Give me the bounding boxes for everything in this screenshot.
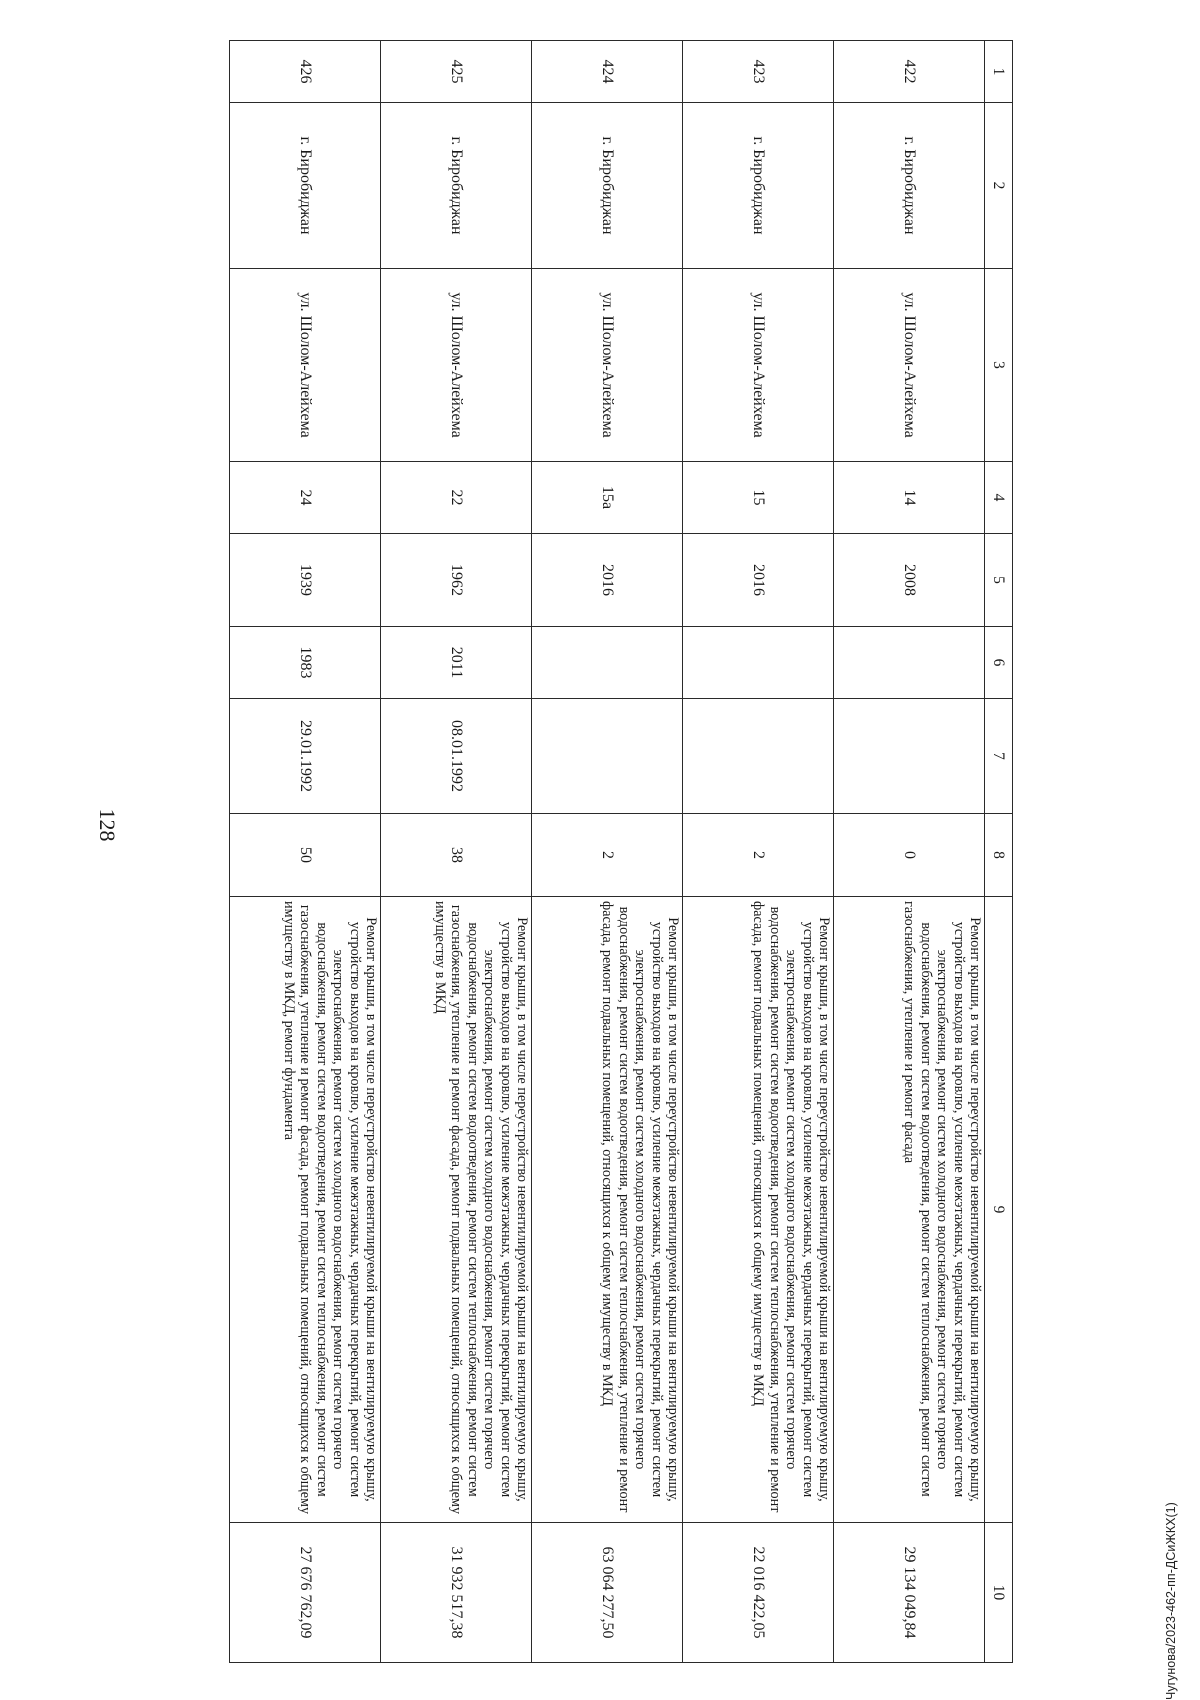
house-cell: 14 [834, 462, 985, 534]
house-cell: 22 [381, 462, 532, 534]
year-built-cell: 2016 [532, 534, 683, 627]
col7-cell [532, 699, 683, 814]
col6-cell: 1983 [230, 627, 381, 699]
year-built-cell: 2016 [683, 534, 834, 627]
cost-cell: 27 676 762,09 [230, 1523, 381, 1663]
table-row [532, 41, 683, 1663]
cost-cell: 31 932 517,38 [381, 1523, 532, 1663]
works-cell: Ремонт крыши, в том числе переустройство невентилируемой крыши на вентилируемую крышу, устройство выходов на кровлю, усиление межэтажных, чердачных перекрытий, ремонт систем электроснабжения, ремонт систем холодного водоснабжения, ремонт систем горячего водоснабжения, ремонт систем водоотведения, ремонт систем теплоснабжения, ремонт систем газоснабжения, утепление и ремонт фасада, ремонт подвальных помещений, относящихся к общему имуществу в МКД, ремонт фундамента [230, 897, 381, 1523]
col6-cell: 2011 [381, 627, 532, 699]
row-number: 425 [381, 41, 532, 103]
house-cell: 24 [230, 462, 381, 534]
street-cell: ул. Шолом-Алейхема [683, 269, 834, 462]
year-built-cell: 1939 [230, 534, 381, 627]
row-number: 423 [683, 41, 834, 103]
table-row [230, 41, 381, 1663]
house-cell: 15а [532, 462, 683, 534]
works-cell: Ремонт крыши, в том числе переустройство невентилируемой крыши на вентилируемую крышу, устройство выходов на кровлю, усиление межэтажных, чердачных перекрытий, ремонт систем электроснабжения, ремонт систем холодного водоснабжения, ремонт систем горячего водоснабжения, ремонт систем водоотведения, ремонт систем теплоснабжения, утепление и ремонт фасада, ремонт подвальных помещений, относящихся к общему имуществу в МКД [683, 897, 834, 1523]
col6-cell [834, 627, 985, 699]
cost-cell: 63 064 277,50 [532, 1523, 683, 1663]
row-number: 426 [230, 41, 381, 103]
col6-cell [532, 627, 683, 699]
col7-cell: 08.01.1992 [381, 699, 532, 814]
cost-cell: 22 016 422,05 [683, 1523, 834, 1663]
col8-cell: 50 [230, 814, 381, 897]
column-number: 9 [985, 897, 1013, 1523]
column-number: 10 [985, 1523, 1013, 1663]
col7-cell: 29.01.1992 [230, 699, 381, 814]
column-number: 7 [985, 699, 1013, 814]
city-cell: г. Биробиджан [532, 103, 683, 269]
column-number: 8 [985, 814, 1013, 897]
works-cell: Ремонт крыши, в том числе переустройство невентилируемой крыши на вентилируемую крышу, устройство выходов на кровлю, усиление межэтажных, чердачных перекрытий, ремонт систем электроснабжения, ремонт систем холодного водоснабжения, ремонт систем горячего водоснабжения, ремонт систем водоотведения, ремонт систем теплоснабжения, ремонт систем газоснабжения, утепление и ремонт фасада [834, 897, 985, 1523]
house-cell: 15 [683, 462, 834, 534]
street-cell: ул. Шолом-Алейхема [230, 269, 381, 462]
year-built-cell: 1962 [381, 534, 532, 627]
document-reference: Чугунова/2023-462-пп-ДСиЖКХ(1) [1164, 1502, 1178, 1700]
col6-cell [683, 627, 834, 699]
table-row [834, 41, 985, 1663]
table-row [381, 41, 532, 1663]
column-number: 3 [985, 269, 1013, 462]
street-cell: ул. Шолом-Алейхема [381, 269, 532, 462]
row-number: 424 [532, 41, 683, 103]
col7-cell [834, 699, 985, 814]
column-number: 4 [985, 462, 1013, 534]
repair-table [229, 40, 1013, 1663]
works-cell: Ремонт крыши, в том числе переустройство невентилируемой крыши на вентилируемую крышу, устройство выходов на кровлю, усиление межэтажных, чердачных перекрытий, ремонт систем электроснабжения, ремонт систем холодного водоснабжения, ремонт систем горячего водоснабжения, ремонт систем водоотведения, ремонт систем теплоснабжения, ремонт систем газоснабжения, утепление и ремонт фасада, ремонт подвальных помещений, относящихся к общему имуществу в МКД [381, 897, 532, 1523]
city-cell: г. Биробиджан [230, 103, 381, 269]
city-cell: г. Биробиджан [834, 103, 985, 269]
col8-cell: 2 [683, 814, 834, 897]
table-row [683, 41, 834, 1663]
col7-cell [683, 699, 834, 814]
col8-cell: 38 [381, 814, 532, 897]
city-cell: г. Биробиджан [381, 103, 532, 269]
street-cell: ул. Шолом-Алейхема [532, 269, 683, 462]
works-cell: Ремонт крыши, в том числе переустройство невентилируемой крыши на вентилируемую крышу, устройство выходов на кровлю, усиление межэтажных, чердачных перекрытий, ремонт систем электроснабжения, ремонт систем холодного водоснабжения, ремонт систем горячего водоснабжения, ремонт систем водоотведения, ремонт систем теплоснабжения, утепление и ремонт фасада, ремонт подвальных помещений, относящихся к общему имуществу в МКД [532, 897, 683, 1523]
column-number: 5 [985, 534, 1013, 627]
page-number: 128 [95, 808, 120, 842]
row-number: 422 [834, 41, 985, 103]
col8-cell: 2 [532, 814, 683, 897]
column-number: 2 [985, 103, 1013, 269]
column-number: 1 [985, 41, 1013, 103]
col8-cell: 0 [834, 814, 985, 897]
street-cell: ул. Шолом-Алейхема [834, 269, 985, 462]
city-cell: г. Биробиджан [683, 103, 834, 269]
column-number-row [985, 41, 1013, 1663]
year-built-cell: 2008 [834, 534, 985, 627]
cost-cell: 29 134 049,84 [834, 1523, 985, 1663]
column-number: 6 [985, 627, 1013, 699]
